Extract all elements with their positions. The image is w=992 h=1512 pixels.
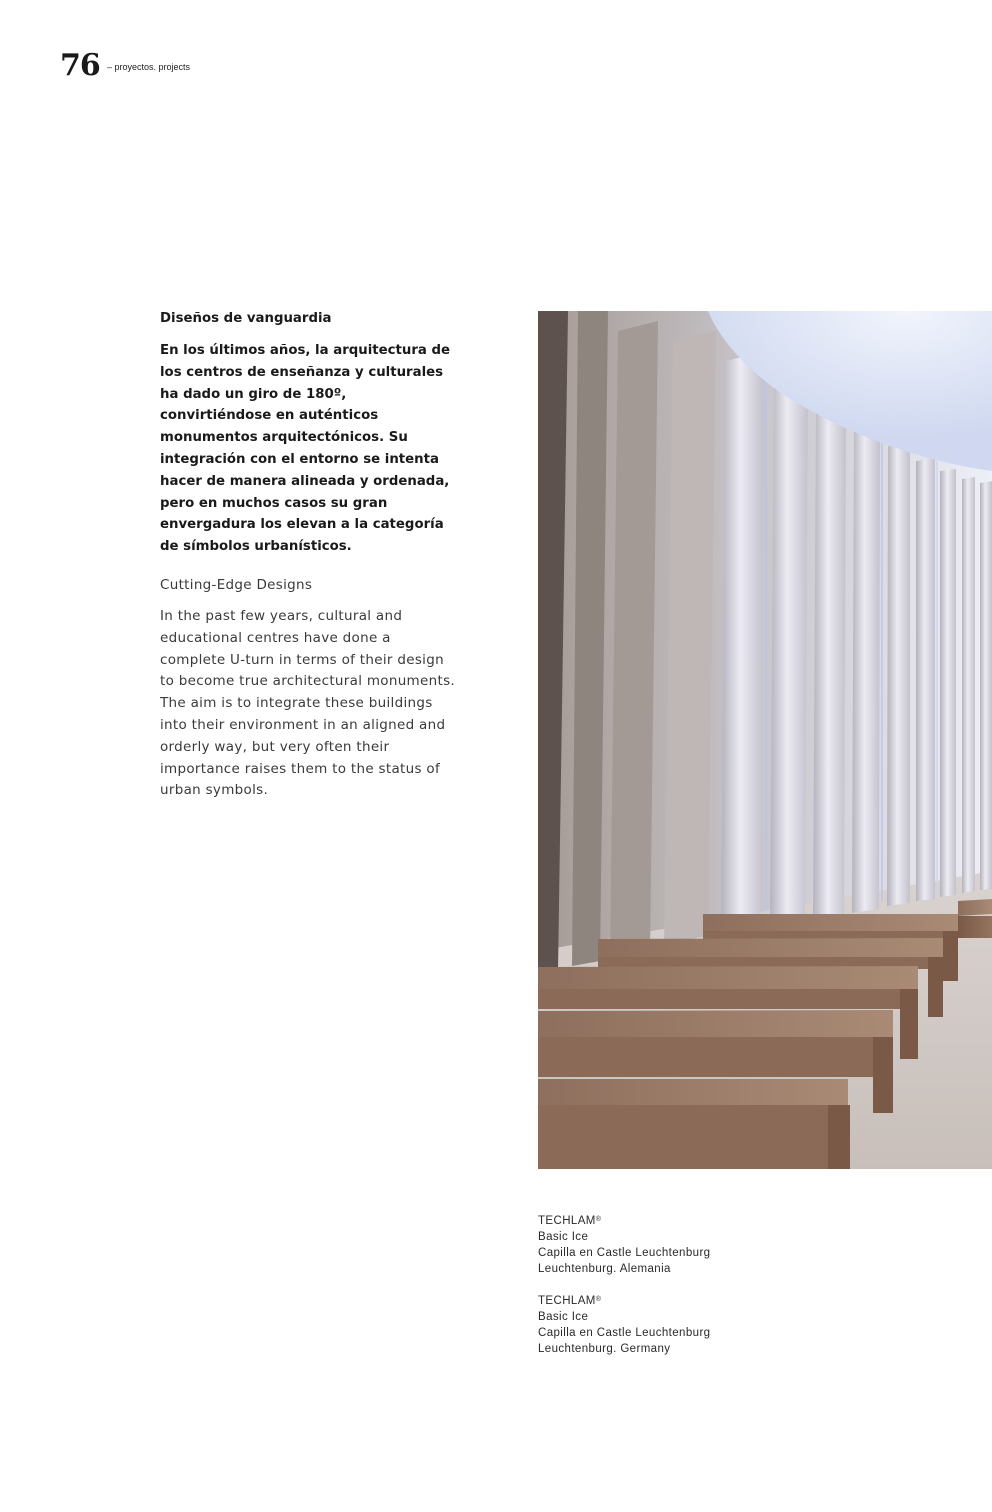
spanish-body: En los últimos años, la arquitectura de los centros de enseñanza y culturales ha dado un giro de 180º, convirtiéndose en auténticos monumentos arquitectónicos. Su integración con el entorno se intenta hacer de manera alineada y ordenada, pero en muchos casos su gran envergadura los elevan a la categoría de símbolos urbanísticos. — [160, 343, 451, 555]
spanish-heading: Diseños de vanguardia — [160, 311, 332, 326]
chapel-photo — [538, 311, 992, 1169]
caption-spanish — [538, 1213, 798, 1277]
caption-brand: TECHLAM® — [538, 1295, 602, 1307]
caption-product: Basic Ice — [538, 1311, 589, 1323]
caption-location: Leuchtenburg. Germany — [538, 1343, 671, 1355]
section-label: – proyectos. projects — [107, 62, 191, 72]
english-body: In the past few years, cultural and educational centres have done a complete U-turn in terms of their design to become true architectural monuments. The aim is to integrate these buildings into their environment in an aligned and orderly way, but very often their importance raises them to the status of urban symbols. — [160, 608, 455, 799]
caption-project: Capilla en Castle Leuchtenburg — [538, 1247, 711, 1259]
caption-english — [538, 1293, 798, 1357]
caption-product: Basic Ice — [538, 1231, 589, 1243]
page-number: 76 — [60, 48, 100, 83]
english-heading: Cutting-Edge Designs — [160, 577, 313, 593]
caption-project: Capilla en Castle Leuchtenburg — [538, 1327, 711, 1339]
caption-location: Leuchtenburg. Alemania — [538, 1263, 671, 1275]
caption-brand: TECHLAM® — [538, 1215, 602, 1227]
